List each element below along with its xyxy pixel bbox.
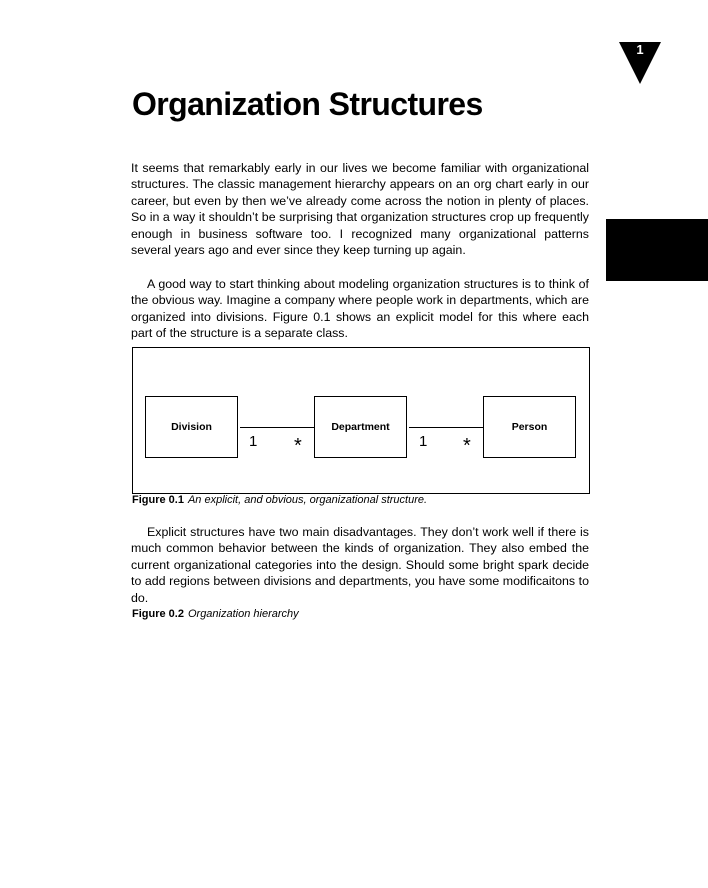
chapter-number: 1 xyxy=(636,42,644,57)
chapter-thumb-tab xyxy=(606,219,708,281)
figure-explicit-structure xyxy=(132,347,590,494)
uml-class-division: Division xyxy=(145,396,238,458)
multiplicity-many: * xyxy=(463,435,471,457)
association-department-person xyxy=(409,427,483,428)
uml-class-person: Person xyxy=(483,396,576,458)
figure-caption-label: Figure 0.2 xyxy=(132,608,184,620)
figure-caption-label: Figure 0.1 xyxy=(132,494,184,506)
multiplicity-one: 1 xyxy=(249,433,258,450)
paragraph-intro: It seems that remarkably early in our lives we become familiar with organizational structures. The classic management hierarchy appears on an org chart early in our career, but even by then we’ve already come across the notion in plenty of places. So in a way it shouldn’t be surprising that organization structures crop up frequently enough in business software too. I recognized many organizational patterns several years ago and ever since they keep turning up again. xyxy=(131,161,589,258)
association-division-department xyxy=(240,427,314,428)
page-title: Organization Structures xyxy=(132,86,483,122)
figure-caption-text: An explicit, and obvious, organizational structure. xyxy=(187,494,428,506)
paragraph-modeling: A good way to start thinking about modeling organization structures is to think of the obvious way. Imagine a company where people work in departments, which are organized into divisions. Figure 0.1 shows an explicit model for this where each part of the structure is a separate class. xyxy=(131,277,589,341)
multiplicity-many: * xyxy=(294,435,302,457)
figure-caption-1 xyxy=(132,493,427,507)
multiplicity-one: 1 xyxy=(419,433,428,450)
figure-caption-text: Organization hierarchy xyxy=(187,608,299,620)
figure-caption-2 xyxy=(132,607,299,621)
paragraph-disadvantages: Explicit structures have two main disadvantages. They don’t work well if there is much common behavior between the kinds of organization. They also embed the current organizational categories into the design. Should some bright spark decide to add regions between divisions and departments, you have some modificaitons to do. xyxy=(131,525,589,605)
uml-class-department: Department xyxy=(314,396,407,458)
